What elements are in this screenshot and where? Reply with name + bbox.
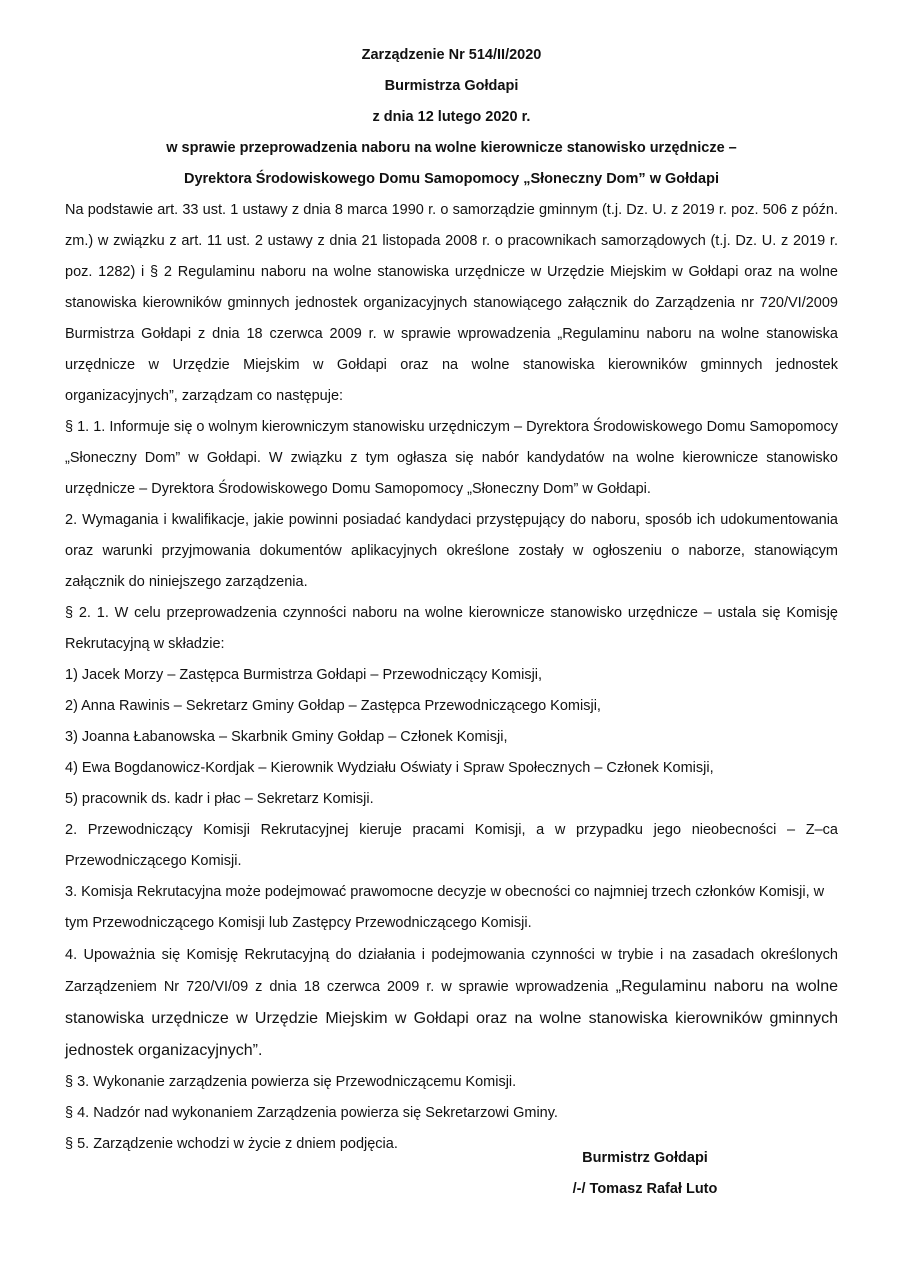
commission-member: 5) pracownik ds. kadr i płac – Sekretarz Komisji. (65, 791, 374, 807)
section3-paragraph: § 3. Wykonanie zarządzenia powierza się Przewodniczącemu Komisji. (65, 1074, 517, 1090)
section2-paragraph4 (65, 939, 838, 1067)
section1-paragraph1: § 1. 1. Informuje się o wolnym kierowniczym stanowisku urzędniczym – Dyrektora Środowiskowego Domu Samopomocy „Słoneczny Dom” w Gołdapi. W związku z tym ogłasza się nabór kandydatów na wolne kierownicze stanowisko urzędnicze – Dyrektora Środowiskowego Domu Samopomocy „Słoneczny Dom” w Gołdapi. (65, 419, 838, 497)
ordinance-date: z dnia 12 lutego 2020 r. (372, 109, 531, 125)
commission-member: 1) Jacek Morzy – Zastępca Burmistrza Gołdapi – Przewodniczący Komisji, (65, 667, 543, 683)
signature-title: Burmistrz Gołdapi (582, 1150, 708, 1166)
commission-member: 2) Anna Rawinis – Sekretarz Gminy Gołdap – Zastępca Przewodniczącego Komisji, (65, 698, 601, 714)
ordinance-issuer: Burmistrza Gołdapi (384, 78, 519, 94)
signature-name: /-/ Tomasz Rafał Luto (572, 1181, 718, 1197)
document-page (65, 40, 838, 1160)
section2-intro: § 2. 1. W celu przeprowadzenia czynności naboru na wolne kierownicze stanowisko urzędnicze – ustala się Komisję Rekrutacyjną w składzie: (65, 605, 838, 652)
ordinance-subject-line1: w sprawie przeprowadzenia naboru na wolne kierownicze stanowisko urzędnicze – (166, 140, 737, 156)
section2-paragraph3: 3. Komisja Rekrutacyjna może podejmować prawomocne decyzje w obecności co najmniej trzech członków Komisji, w tym Przewodniczącego Komisji lub Zastępcy Przewodniczącego Komisji. (65, 884, 825, 931)
commission-member: 4) Ewa Bogdanowicz-Kordjak – Kierownik Wydziału Oświaty i Spraw Społecznych – Członek Komisji, (65, 760, 714, 776)
ordinance-subject-line2: Dyrektora Środowiskowego Domu Samopomocy „Słoneczny Dom” w Gołdapi (184, 171, 719, 187)
commission-member: 3) Joanna Łabanowska – Skarbnik Gminy Gołdap – Członek Komisji, (65, 729, 508, 745)
section1-paragraph2: 2. Wymagania i kwalifikacje, jakie powinni posiadać kandydaci przystępujący do naboru, sposób ich udokumentowania oraz warunki przyjmowania dokumentów aplikacyjnych określone zostały w ogłoszeniu o naborze, stanowiącym załącznik do niniejszego zarządzenia. (65, 512, 838, 590)
signature-block (500, 1143, 790, 1205)
section4-paragraph: § 4. Nadzór nad wykonaniem Zarządzenia powierza się Sekretarzowi Gminy. (65, 1105, 558, 1121)
section5-paragraph: § 5. Zarządzenie wchodzi w życie z dniem podjęcia. (65, 1136, 398, 1152)
legal-basis-preamble: Na podstawie art. 33 ust. 1 ustawy z dnia 8 marca 1990 r. o samorządzie gminnym (t.j. Dz. U. z 2019 r. poz. 506 z późn. zm.) w związku z art. 11 ust. 2 ustawy z dnia 21 listopada 2008 r. o pracownikach samorządowych (t.j. Dz. U. z 2019 r. poz. 1282) i § 2 Regulaminu naboru na wolne stanowiska urzędnicze w Urzędzie Miejskim w Gołdapi oraz na wolne stanowiska kierowników gminnych jednostek organizacyjnych stanowiącego załącznik do Zarządzenia nr 720/VI/2009 Burmistrza Gołdapi z dnia 18 czerwca 2009 r. w sprawie wprowadzenia „Regulaminu naboru na wolne stanowiska urzędnicze w Urzędzie Miejskim w Gołdapi oraz na wolne stanowiska kierowników gminnych jednostek organizacyjnych”, zarządzam co następuje: (65, 202, 838, 404)
section2-paragraph4-part1: 4. Upoważnia się Komisję Rekrutacyjną do działania i podejmowania czynności w trybie i na zasadach określonych Zarządzeniem Nr 720/VI/09 z dnia 18 czerwca 2009 r. w sprawie wprowadzenia (65, 947, 838, 995)
commission-member-list (65, 660, 838, 815)
ordinance-number: Zarządzenie Nr 514/II/2020 (361, 47, 542, 63)
section2-paragraph4-part2: „Regulaminu naboru na wolne stanowiska urzędnicze w Urzędzie Miejskim w Gołdapi oraz na wolne stanowiska kierowników gminnych jednostek organizacyjnych”. (65, 978, 838, 1059)
section2-paragraph2: 2. Przewodniczący Komisji Rekrutacyjnej kieruje pracami Komisji, a w przypadku jego nieobecności – Z–ca Przewodniczącego Komisji. (65, 822, 838, 869)
